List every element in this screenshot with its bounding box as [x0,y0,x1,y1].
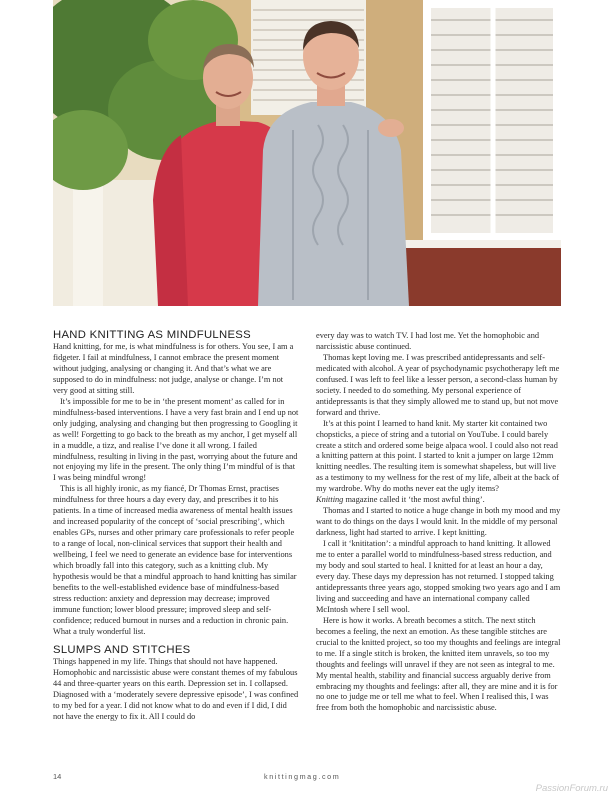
paragraph: Hand knitting, for me, is what mindfulness is for others. You see, I am a fidgeter. I fail at mindfulness, I cannot embrace the present moment without judging, analysing or changing it. And that’s what we are supposed to do in mindfulness: not judge, analyse or change. I’m not very good at sitting still. [53,342,294,395]
watermark: PassionForum.ru [535,783,608,794]
paragraph: Here is how it works. A breath becomes a stitch. The next stitch becomes a feeling, the next an emotion. As these tangible stitches are crucial to the knitted project, so too my thoughts and feelings are integral to me. If a single stitch is broken, the knitted item unravels, so too my thoughts and feelings will unravel if they are not seen as integral to me. My mental health, stability and financial success arguably derive from embracing my thoughts and feelings: after all, they are mine and it is for no one to judge me or tell me what to feel. When I realised this, I was free from both the homophobic and narcissistic abuse. [316,615,561,713]
paragraph: every day was to watch TV. I had lost me. Yet the homophobic and narcissistic abuse continued. [316,331,540,351]
paragraph: Thomas kept loving me. I was prescribed antidepressants and self-medicated with alcohol. A year of psychodynamic psychotherapy left me confused. I was left to feel like a lesser person, a second-class human by society. I needed to do something. My personal experience of antidepressants is that they simply allowed me to stand up, but not move forward and thrive. [316,352,560,417]
hero-photo [53,0,561,306]
magazine-title: Knitting [316,495,344,505]
magazine-quote: magazine called it ‘the most awful thing’. [343,495,485,505]
heading-hand-knitting-mindfulness: HAND KNITTING AS MINDFULNESS [53,329,251,341]
paragraph: I call it ‘knititation’: a mindful approach to hand knitting. It allowed me to enter a parallel world to mindfulness-based stress reduction, and my body and soul started to heal. I knitted for at least an hour a day, every day. These days my depression has not returned. I stopped taking antidepressants three years ago, stopped smoking two years ago and I am living and succeeding and have an international company called McIntosh where I sell wool. [316,539,561,614]
photo-two-men-illustration [53,0,561,306]
paragraph: It’s at this point I learned to hand knit. My starter kit contained two chopsticks, a piece of string and a tutorial on YouTube. I could barely create a stitch and ordered some beige alpaca wool. I could also not read a knitting pattern at this point. I started to knit a jumper on large 12mm knitting needles. The resulting item is somewhat shapeless, but will live as a testimony to my wellness for the rest of my life, albeit at the back of my wardrobe. Why do moths never eat the ugly items? [316,418,560,494]
left-column [53,329,299,722]
page-number: 14 [53,772,62,781]
paragraph: Things happened in my life. Things that should not have happened. Homophobic and narcissistic abuse were constant themes of my fabulous 44 and three-quarter years on this earth. Depression set in. I collapsed. Diagnosed with a ‘moderately severe depressive episode’, I was confined to my bed for a year. I did not know what to do and even if I did, I did not have the energy to fix it. All I could do [53,656,299,721]
heading-slumps-and-stitches: SLUMPS AND STITCHES [53,643,191,656]
website-url: knittingmag.com [264,772,341,781]
paragraph-italic-ref [316,495,562,506]
right-column [316,331,562,714]
paragraph: This is all highly ironic, as my fiancé, Dr Thomas Ernst, practises mindfulness for three hours a day every day, and prescribes it to his patients. In a time of increased media awareness of mental health issues and increased popularity of the concept of ‘social prescribing’, which enables GPs, nurses and other primary care professionals to refer people to a range of local, non-clinical services that support their health and wellbeing, I feel we need to generate an evidence base for interventions which broadly fall into this category, such as a knitting club. My hypothesis would be that a mindful approach to hand knitting has similar benefits to the well-established evidence base of mindfulness-based stress reduction: anxiety and depression may decrease; improved immune function; lower blood pressure; improved sleep and self-confidence; reduced burnout in nurses and a reduction in chronic pain. What a truly wonderful list. [53,484,297,636]
paragraph: Thomas and I started to notice a huge change in both my mood and my want to do things on the days I would knit. In the middle of my personal darkness, light had started to arrive. I kept knitting. [316,506,561,538]
paragraph: It’s impossible for me to be in ‘the present moment’ as called for in mindfulness-based interventions. I have a very fast brain and I end up not only judging, analysing and changing but then progressing to Googling it as well! Forgetting to go back to the breath as my anchor, I get myself all in a muddle, a tizz, and realise I’ve done it all wrong. I failed mindfulness, resulting in living in the past, worrying about the future and not enjoying my life in the present. The only thing I’m mindful of is that I was being mindful wrong! [53,396,299,483]
